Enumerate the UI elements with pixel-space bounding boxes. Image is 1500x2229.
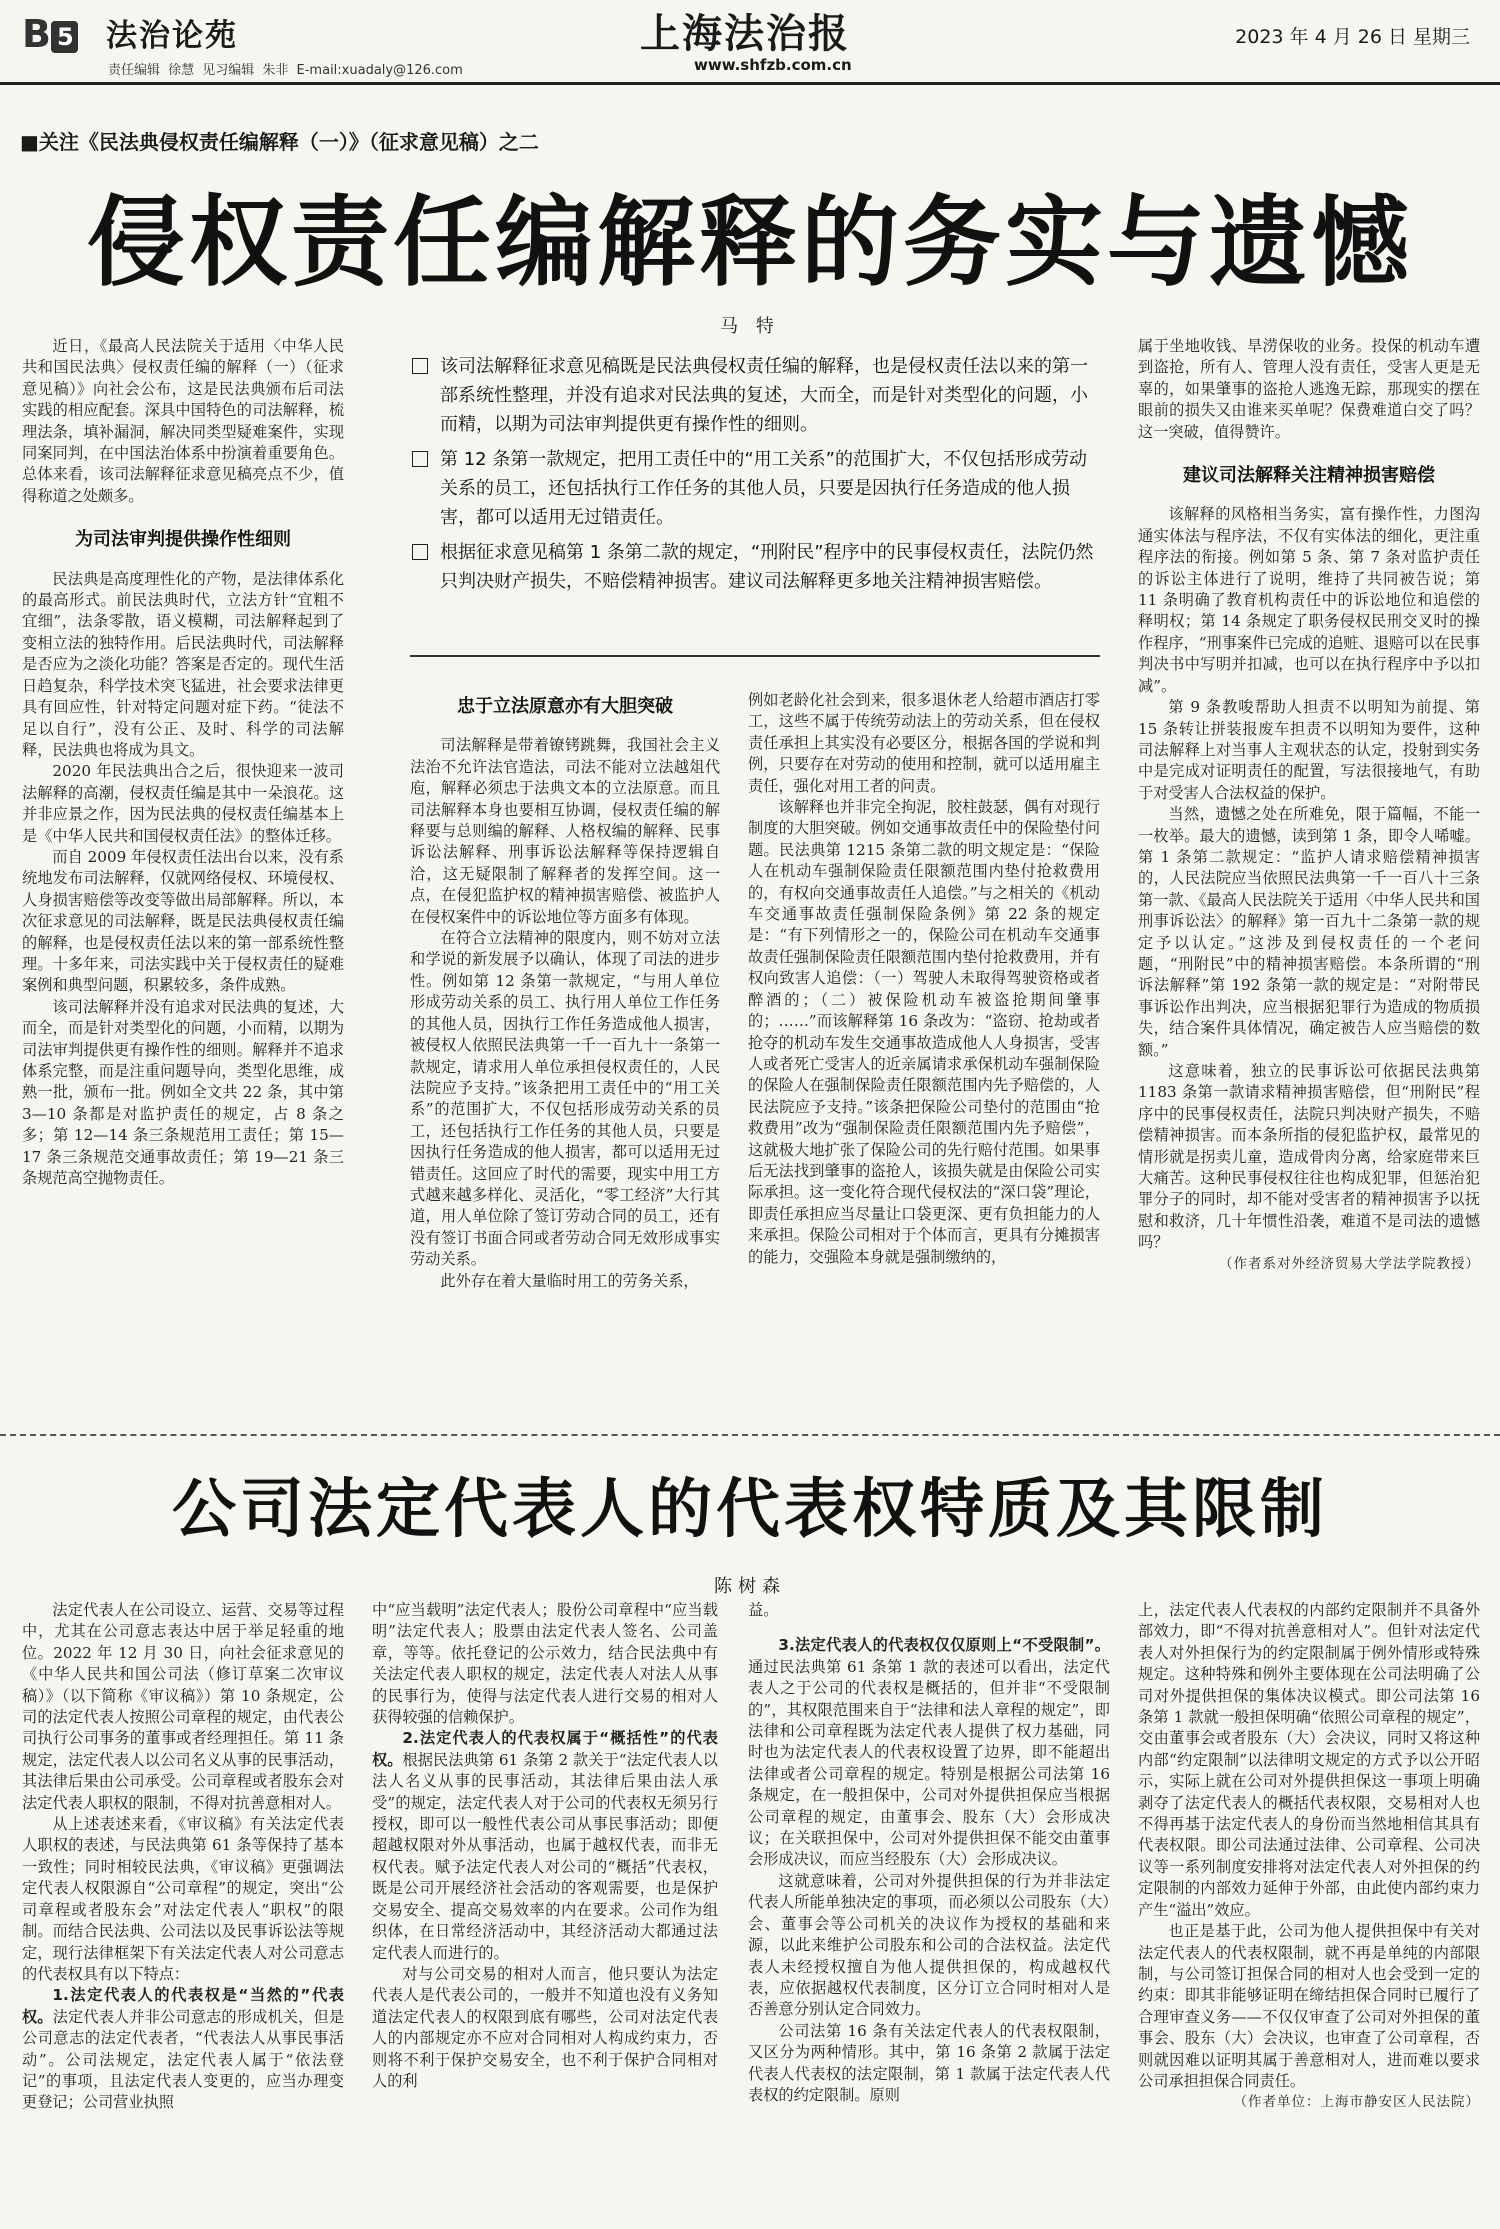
paragraph: 从上述表述来看，《审议稿》有关法定代表人职权的表述，与民法典第 61 条等保持了基本一致性；同时相较民法典，《审议稿》更强调法定代表人权限源自“公司章程”的规定，突出“公司章程或者股东会”对法定代表人“职权”的限制。而结合民法典、公司法以及民事诉讼法等规定，现行法律框架下有关法定代表人对公司意志的代表权具有以下特点： bbox=[22, 1815, 344, 1983]
editors-line: 责任编辑 徐慧 见习编辑 朱非 E-mail:xuadaly@126.com bbox=[108, 63, 463, 78]
paper-url: www.shfzb.com.cn bbox=[694, 56, 852, 74]
article1-column-1 bbox=[22, 336, 344, 1414]
article1-highlights bbox=[410, 352, 1100, 602]
masthead bbox=[0, 0, 1500, 78]
paragraph: 此外存在着大量临时用工的劳务关系， bbox=[440, 1271, 699, 1290]
article2-column-1 bbox=[22, 1600, 344, 2224]
point-lead: 3.法定代表人的代表权仅仅原则上“不受限制”。 bbox=[778, 1636, 1110, 1655]
paragraph: 上，法定代表人代表权的内部约定限制并不具备外部效力，即“不得对抗善意相对人”。但针对法定代表人对外担保行为的约定限制属于例外情形或特殊规定。这种特殊和例外主要体现在公司法明确了公司对外提供担保的集体决议模式。即公司法第 16 条第 1 款就一般担保明确“依照公司章程的规定”，交由董事会或者股东（大）会决议，同时又将这种内部“约定限制”以法律明文规定的方式予以公开昭示，实际上就在公司对外提供担保这一事项上明确剥夺了法定代表人的概括代表权限，交易相对人也不得再基于法定代表人的身份而当然地相信其具有代表权限。即公司法通过法律、公司章程、公司决议等一系列制度安排将对法定代表人对外担保的约定限制的内部效力延伸于外部，由此使内部约束力产生“溢出”效应。 bbox=[1138, 1601, 1480, 1919]
section-name: 法治论苑 bbox=[106, 18, 238, 54]
paragraph: 例如老龄化社会到来，很多退休老人给超市酒店打零工，这些不属于传统劳动法上的劳动关系，但在侵权责任承担上其实没有必要区分，根据各国的学说和判例，只要存在对劳动的使用和控制，就可以适用雇主责任，强化对用工者的问责。 bbox=[748, 691, 1100, 795]
paragraph: 法定代表人在公司设立、运营、交易等过程中，尤其在公司意志表达中居于举足轻重的地位。2022 年 12 月 30 日，向社会征求意见的《中华人民共和国公司法（修订草案二次审议稿）》（以下简称《审议稿》）第 10 条规定，公司的法定代表人按照公司章程的规定，由代表公司执行公司事务的董事或者经理担任。第 11 条规定，法定代表人以公司名义从事的民事活动，其法律后果由公司承受。公司章程或者股东会对法定代表人职权的限制，不得对抗善意相对人。 bbox=[22, 1601, 344, 1812]
article1-kicker: ■关注《民法典侵权责任编解释（一）》（征求意见稿）之二 bbox=[20, 130, 539, 154]
page-number: B 5 bbox=[22, 12, 78, 56]
paragraph: 1.法定代表人的代表权是“当然的”代表权。法定代表人并非公司意志的形成机关，但是公司意志的法定代表者，“代表法人从事民事活动”。公司法规定，法定代表人属于“依法登记”的事项，且法定代表人变更的，应当办理变更登记；公司营业执照 bbox=[22, 1986, 344, 2112]
point-lead: 1.法定代表人的代表权是“当然的”代表权。 bbox=[22, 1986, 344, 2026]
paragraph: 在符合立法精神的限度内，则不妨对立法和学说的新发展予以确认，体现了司法的进步性。例如第 12 条第一款规定，“与用人单位形成劳动关系的员工、执行用人单位工作任务的其他人员，因执行工作任务造成他人损害，被侵权人依照民法典第一千一百九十一条第一款规定，请求用人单位承担侵权责任的，人民法院应予支持。”该条把用工责任中的“用工关系”的范围扩大，不仅包括形成劳动关系的员工，还包括执行工作任务的其他人员，只要是因执行任务造成的他人损害，都可以适用无过错责任。这回应了时代的需要，现实中用工方式越来越多样化、灵活化，“零工经济”大行其道，用人单位除了签订劳动合同的员工，还有没有签订书面合同或者劳动合同无效形成事实劳动关系。 bbox=[410, 929, 720, 1269]
paper-logo: 上海法治报 bbox=[640, 10, 850, 57]
article2-column-4 bbox=[1138, 1600, 1480, 2224]
article1-column-4 bbox=[1138, 336, 1480, 1414]
author-note: （作者单位：上海市静安区人民法院） bbox=[1233, 2094, 1480, 2111]
highlight-item: 第 12 条第一款规定，把用工责任中的“用工关系”的范围扩大，不仅包括形成劳动关系的员工，还包括执行工作任务的其他人员，只要是因执行任务造成的他人损害，都可以适用无过错责任。 bbox=[410, 445, 1100, 532]
article1-headline: 侵权责任编解释的务实与遗憾 bbox=[86, 186, 1413, 300]
article1-byline: 马 特 bbox=[720, 316, 780, 337]
paragraph: 3.法定代表人的代表权仅仅原则上“不受限制”。通过民法典第 61 条第 1 款的表述可以看出，法定代表人之于公司的代表权是概括的，但并非“不受限制的”，其权限范围来自于“法律和法人章程的规定”，即法律和公司章程既为法定代表人提供了权力基础，同时也为法定代表人的代表权设置了边界，即不能超出法律或者公司章程的规定。特别是根据公司法第 16 条规定，在一般担保中，公司对外提供担保应当根据公司章程的规定，由董事会、股东（大）会形成决议；在关联担保中，公司对外提供担保不能交由董事会形成决议，而应当经股东（大）会形成决议。 bbox=[748, 1636, 1110, 1869]
paragraph: 近日，《最高人民法院关于适用〈中华人民共和国民法典〉侵权责任编的解释（一）（征求意见稿）》向社会公布，这是民法典颁布后司法实践的相应配套。深具中国特色的司法解释，梳理法条，填补漏洞，解决同类型疑难案件，实现同案同判，在中国法治体系中扮演着重要角色。总体来看，该司法解释征求意见稿亮点不少，值得称道之处颇多。 bbox=[22, 337, 344, 505]
checkbox-square-icon bbox=[412, 544, 428, 560]
highlight-item: 根据征求意见稿第 1 条第二款的规定，“刑附民”程序中的民事侵权责任，法院仍然只判决财产损失，不赔偿精神损害。建议司法解释更多地关注精神损害赔偿。 bbox=[410, 538, 1100, 596]
checkbox-square-icon bbox=[412, 358, 428, 374]
article2-headline: 公司法定代表人的代表权特质及其限制 bbox=[172, 1473, 1328, 1547]
highlights-rule bbox=[410, 655, 1100, 657]
paragraph: 民法典是高度理性化的产物，是法律体系化的最高形式。前民法典时代，立法方针“宜粗不宜细”，法条零散，语义模糊，司法解释起到了变相立法的独特作用。后民法典时代，司法解释是否应为之淡化功能？答案是否定的。现代生活日趋复杂，科学技术突飞猛进，社会要求法律更具有回应性，针对特定问题对症下药。“徒法不足以自行”，没有公正、及时、科学的司法解释，民法典也将成为具文。 bbox=[22, 569, 344, 759]
paragraph: 该解释也并非完全拘泥，胶柱鼓瑟，偶有对现行制度的大胆突破。例如交通事故责任中的保险垫付问题。民法典第 1215 条第二款的明文规定是：“保险人在机动车强制保险责任限额范围内垫付抢救费用的，有权向交通事故责任人追偿。”与之相关的《机动车交通事故责任强制保险条例》第 22 条的规定是：“有下列情形之一的，保险公司在机动车交通事故责任强制保险责任限额范围内垫付抢救费用，并有权向致害人追偿：（一）驾驶人未取得驾驶资格或者醉酒的；（二）被保险机动车被盗抢期间肇事的；……”而该解释第 16 条改为：“盗窃、抢劫或者抢夺的机动车发生交通事故造成他人人身损害，受害人或者死亡受害人的近亲属请求承保机动车强制保险的保险人在强制保险责任限额范围内先予赔偿的，人民法院应予支持。”该条把保险公司垫付的范围由“抢救费用”改为“强制保险责任限额范围内先予赔偿”，这就极大地扩张了保险公司的先行赔付范围。如果事后无法找到肇事的盗抢人，该损失就是由保险公司实际承担。这一变化符合现代侵权法的“深口袋”理论，即责任承担应当尽量让口袋更深、更有负担能力的人来承担。保险公司相对于个体而言，更具有分摊损害的能力，交强险本身就是强制缴纳的， bbox=[748, 798, 1100, 1266]
paragraph: 对与公司交易的相对人而言，他只要认为法定代表人是代表公司的，一般并不知道也没有义务知道法定代表人的权限到底有哪些，公司对法定代表人的内部规定亦不应对合同相对人构成约束力，否则将不利于保护交易安全，也不利于保护合同相对人的利 bbox=[372, 1964, 718, 2090]
article2-column-3 bbox=[748, 1600, 1110, 2224]
paragraph: 该解释的风格相当务实，富有操作性，力图沟通实体法与程序法，不仅有实体法的细化，更注重程序法的衔接。例如第 5 条、第 7 条对监护责任的诉讼主体进行了说明，维持了共同被告说；第 11 条明确了教育机构责任中的诉讼地位和追偿的释明权；第 14 条规定了职务侵权民刑交叉时的操作程序，“刑事案件已完成的追赃、退赔可以在民事判决书中写明并扣减，也可以在执行程序中予以扣减”。 bbox=[1138, 505, 1480, 695]
paragraph: 公司法第 16 条有关法定代表人的代表权限制，又区分为两种情形。其中，第 16 条第 2 款属于法定代表人代表权的法定限制，第 1 款属于法定代表人代表权的约定限制。原则 bbox=[748, 2021, 1110, 2104]
paragraph: 而自 2009 年侵权责任法出台以来，没有系统地发布司法解释，仅就网络侵权、环境侵权、人身损害赔偿等改变等做出局部解释。所以，本次征求意见的司法解释，既是民法典侵权责任编的解释，也是侵权责任法以来的第一部系统性整理。十多年来，司法实践中关于侵权责任的疑难案例和典型问题，积累较多，条件成熟。 bbox=[22, 847, 344, 995]
article2-column-2 bbox=[372, 1600, 718, 2224]
article1-column-3 bbox=[748, 690, 1100, 1414]
paragraph: 司法解释是带着镣铐跳舞，我国社会主义法治不允许法官造法，司法不能对立法越俎代庖，解释必须忠于法典文本的立法原意。而且司法解释本身也要相互协调，侵权责任编的解释要与总则编的解释、人格权编的解释、民事诉讼法解释、刑事诉讼法解释等保持逻辑自洽，这无疑限制了解释者的发挥空间。这一点，在侵犯监护权的精神损害赔偿、被监护人在侵权案件中的诉讼地位等方面多有体现。 bbox=[410, 736, 720, 926]
article1-column-2 bbox=[410, 690, 720, 1414]
paragraph: 中“应当载明”法定代表人；股份公司章程中“应当载明”法定代表人；股票由法定代表人签名、公司盖章，等等。依托登记的公示效力，结合民法典中有关法定代表人职权的规定，法定代表人对法人从事的民事行为，使得与法定代表人进行交易的相对人获得较强的信赖保护。 bbox=[372, 1601, 718, 1727]
paragraph: 2.法定代表人的代表权属于“概括性”的代表权。根据民法典第 61 条第 2 款关于“法定代表人以法人名义从事的民事活动，其法律后果由法人承受”的规定，法定代表人对于公司的代表权无须另行授权，即可以一般性代表公司从事民事活动；即便超越权限对外从事活动，也属于越权代表，而非无权代表。赋予法定代表人对公司的“概括”代表权，既是公司开展经济社会活动的客观需要，也是保护交易安全、提高交易效率的内在要求。公司作为组织体，在日常经济活动中，其经济活动大都通过法定代表人而进行的。 bbox=[372, 1729, 718, 1962]
paragraph: 第 9 条教唆帮助人担责不以明知为前提、第 15 条转让拼装报废车担责不以明知为要件，这种司法解释上对当事人主观状态的认定，投射到实务中是完成对证明责任的配置，写法很接地气，有助于对受害人合法权益的保护。 bbox=[1138, 698, 1480, 802]
paragraph: 益。 bbox=[748, 1601, 779, 1619]
paragraph: 这就意味着，公司对外提供担保的行为并非法定代表人所能单独决定的事项，而必须以公司股东（大）会、董事会等公司机关的决议作为授权的基础和来源，以此来维护公司股东和公司的合法权益。法定代表人未经授权擅自为他人提供担保的，构成越权代表，应依据越权代表制度，区分订立合同时相对人是否善意分别认定合同效力。 bbox=[748, 1871, 1110, 2019]
issue-date: 2023 年 4 月 26 日 星期三 bbox=[1235, 26, 1470, 48]
article2-byline: 陈树森 bbox=[714, 1576, 786, 1597]
subheading: 为司法审判提供操作性细则 bbox=[75, 529, 291, 551]
subheading: 忠于立法原意亦有大胆突破 bbox=[457, 696, 673, 717]
highlight-item: 该司法解释征求意见稿既是民法典侵权责任编的解释，也是侵权责任法以来的第一部系统性整理，并没有追求对民法典的复述，大而全，而是针对类型化的问题，小而精，以期为司法审判提供更有操作性的细则。 bbox=[410, 352, 1100, 439]
article-divider bbox=[0, 1434, 1500, 1436]
point-lead: 2.法定代表人的代表权属于“概括性”的代表权。 bbox=[372, 1729, 718, 1769]
page-number-badge: 5 bbox=[51, 21, 78, 53]
paragraph: 也正是基于此，公司为他人提供担保中有关对法定代表人的代表权限制，就不再是单纯的内部限制，与公司签订担保合同的相对人也会受到一定的约束：即其非能够证明在缔结担保合同时已履行了合理审查义务——不仅仅审查了公司对外担保的董事会、股东（大）会决议，也审查了公司章程，否则就因难以证明其属于善意相对人，进而难以要求公司承担担保合同责任。 bbox=[1138, 1922, 1480, 2090]
subheading: 建议司法解释关注精神损害赔偿 bbox=[1183, 465, 1435, 487]
paragraph: 该司法解释并没有追求对民法典的复述，大而全，而是针对类型化的问题，小而精，以期为司法审判提供更有操作性的细则。解释并不追求体系完整，而是注重问题导向，类型化思维，成熟一批，颁布一批。例如全文共 22 条，其中第 3—10 条都是对监护责任的规定，占 8 条之多；第 12—14 条三条规范用工责任；第 15—17 条三条规范交通事故责任；第 19—21 条三条规范高空抛物责任。 bbox=[22, 997, 344, 1188]
author-note: （作者系对外经济贸易大学法学院教授） bbox=[1219, 1255, 1480, 1272]
paragraph: 当然，遗憾之处在所难免，限于篇幅，不能一一枚举。最大的遗憾，读到第 1 条，即令人唏嘘。第 1 条第二款规定：“监护人请求赔偿精神损害的，人民法院应当依照民法典第一千一百八十三条第一款、《最高人民法院关于适用〈中华人民共和国刑事诉讼法〉的解释》第一百九十二条第一款的规定予以认定。”这涉及到侵权责任的一个老问题，“刑附民”中的精神损害赔偿。本条所谓的“刑诉法解释”第 192 条第一款的规定是：“对附带民事诉讼作出判决，应当根据犯罪行为造成的物质损失，结合案件具体情况，确定被告人应当赔偿的数额。” bbox=[1138, 805, 1480, 1059]
checkbox-square-icon bbox=[412, 451, 428, 467]
paragraph: 属于坐地收钱、旱涝保收的业务。投保的机动车遭到盗抢，所有人、管理人没有责任，受害人更是无辜的，如果肇事的盗抢人逃逸无踪，那现实的摆在眼前的损失又由谁来买单呢？保费难道白交了吗？这一突破，值得赞许。 bbox=[1138, 337, 1480, 441]
masthead-rule bbox=[0, 82, 1500, 85]
paragraph: 这意味着，独立的民事诉讼可依据民法典第 1183 条第一款请求精神损害赔偿，但“刑附民”程序中的民事侵权责任，法院只判决财产损失，不赔偿精神损害。而本条所指的侵犯监护权，最常见的情形就是拐卖儿童，造成骨肉分离，给家庭带来巨大痛苦。这种民事侵权往往也构成犯罪，但惩治犯罪分子的同时，却不能对受害者的精神损害予以抚慰和救济，几十年惯性沿袭，难道不是司法的遗憾吗？ bbox=[1138, 1062, 1480, 1252]
paragraph: 2020 年民法典出合之后，很快迎来一波司法解释的高潮，侵权责任编是其中一朵浪花。这并非应景之作，因为民法典的侵权责任编基本上是《中华人民共和国侵权责任法》的整体迁移。 bbox=[22, 762, 344, 845]
